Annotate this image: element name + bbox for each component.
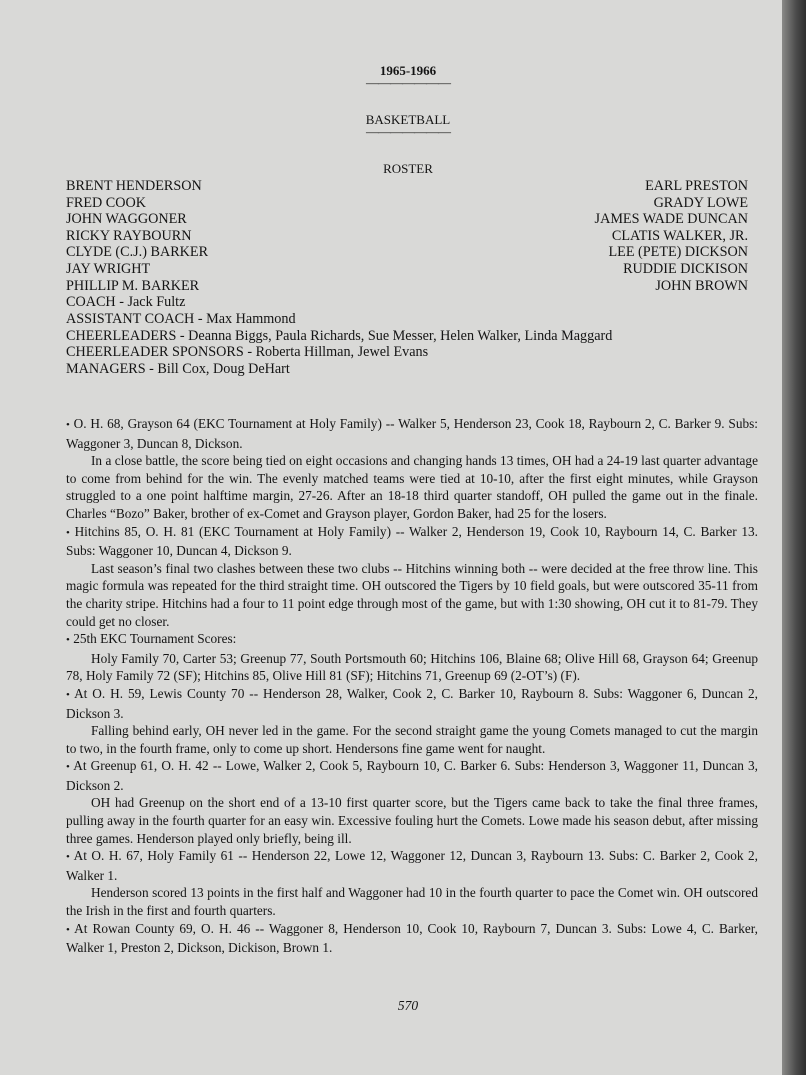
paragraph-text: Holy Family 70, Carter 53; Greenup 77, South Portsmouth 60; Hitchins 106, Blaine 68; Olive Hill 68, Grayson 64; Greenup 78, Holy Family 72 (SF); Hitchins 85, Olive Hill 81 (SF); Hitchins 71, Greenup 69 (2-OT’s) (F). (66, 650, 758, 684)
bullet-marker: • (66, 634, 70, 647)
roster-row (66, 228, 748, 245)
roster-row (66, 261, 748, 278)
paragraph-text: Last season’s final two clashes between these two clubs -- Hitchins winning both -- were decided at the free throw line. This magic formula was repeated for the third straight time. OH outscored the Tigers by 10 field goals, but were outscored 35-11 from the charity stripe. Hitchins had a four to 11 point edge through most of the game, but with 1:30 showing, OH cut it to 81-79. They could get no closer. (66, 560, 758, 629)
roster-row (66, 195, 748, 212)
staff-line: CHEERLEADERS - Deanna Biggs, Paula Richards, Sue Messer, Helen Walker, Linda Maggard (66, 327, 613, 344)
book-spine-shadow (782, 0, 806, 1075)
divider-line: ——————— (366, 75, 450, 90)
paragraph-text: At Greenup 61, O. H. 42 -- Lowe, Walker 2, Cook 5, Raybourn 10, C. Barker 6. Subs: Henderson 3, Waggoner 11, Duncan 3, Dickson 2. (66, 758, 758, 793)
player-name-right: EARL PRESTON (645, 178, 748, 194)
game-result (66, 415, 758, 452)
paragraph-text: Hitchins 85, O. H. 81 (EKC Tournament at Holy Family) -- Walker 2, Henderson 19, Cook 10, Raybourn 14, C. Barker 13. Subs: Waggoner 10, Duncan 4, Dickson 9. (66, 523, 758, 559)
season-heading (0, 63, 806, 90)
game-result (66, 757, 758, 794)
paragraph-text: Falling behind early, OH never led in the game. For the second straight game the young Comets managed to cut the margin to two, in the fourth frame, only to come up short. Hendersons fine game went for naught. (66, 723, 758, 756)
paragraph-text: OH had Greenup on the short end of a 13-10 first quarter score, but the Tigers came back to take the final three frames, pulling away in the fourth quarter for an easy win. Excessive fouling hurt the Comets. Lowe made his season debut, after missing three games. Henderson played only briefly, being ill. (66, 795, 758, 846)
bullet-marker: • (66, 923, 70, 936)
staff-line: ASSISTANT COACH - Max Hammond (66, 310, 296, 327)
paragraph-text: At Rowan County 69, O. H. 46 -- Waggoner 8, Henderson 10, Cook 10, Raybourn 7, Duncan 3. Subs: Lowe 4, C. Barker, Walker 1, Preston 2, Dickson, Dickison, Brown 1. (66, 920, 759, 956)
bullet-marker: • (66, 688, 70, 701)
bullet-marker: • (66, 761, 70, 774)
player-name-right: LEE (PETE) DICKSON (608, 244, 748, 261)
game-result (66, 847, 758, 884)
paragraph-text: Henderson scored 13 points in the first half and Waggoner had 10 in the fourth quarter to pace the Comet win. OH outscored the Irish in the first and fourth quarters. (66, 885, 758, 919)
roster-row (66, 178, 748, 195)
game-result (66, 685, 758, 722)
paragraph-text: At O. H. 67, Holy Family 61 -- Henderson 22, Lowe 12, Waggoner 12, Duncan 3, Raybourn 13. Subs: C. Barker 2, Cook 2, Walker 1. (66, 848, 758, 883)
sport-heading (0, 112, 806, 139)
paragraph-text: 25th EKC Tournament Scores: (73, 631, 237, 647)
player-name-left: JOHN WAGGONER (66, 211, 187, 228)
game-result (66, 630, 758, 650)
bullet-marker: • (66, 851, 70, 864)
player-name-left: JAY WRIGHT (66, 261, 151, 277)
game-reports (66, 415, 758, 957)
player-name-right: JAMES WADE DUNCAN (594, 211, 748, 228)
paragraph-text: At O. H. 59, Lewis County 70 -- Henderson 28, Walker, Cook 2, C. Barker 10, Raybourn 8. Subs: Waggoner 6, Duncan 2, Dickson 3. (66, 685, 758, 721)
roster-row (66, 211, 748, 228)
player-name-right: RUDDIE DICKISON (623, 261, 748, 277)
game-summary (66, 452, 758, 522)
paragraph-text: In a close battle, the score being tied on eight occasions and changing hands 13 times, OH had a 24-19 last quarter advantage to come from behind for the win. The evenly matched teams were tied at 10-10, after the first eight minutes, while Grayson struggled to a one point halftime margin, 27-26. After an 18-18 third quarter standoff, OH pulled the game out in the finale. Charles “Bozo” Baker, brother of ex-Comet and Grayson player, Gordon Baker, had 25 for the losers. (66, 453, 758, 521)
bullet-marker: • (66, 419, 70, 431)
game-summary (66, 722, 758, 757)
roster-row (66, 244, 748, 261)
divider-line: ——————— (366, 124, 450, 139)
player-name-right: CLATIS WALKER, JR. (611, 227, 748, 244)
game-summary (66, 650, 758, 685)
staff-line: CHEERLEADER SPONSORS - Roberta Hillman, Jewel Evans (66, 344, 429, 361)
staff-line: COACH - Jack Fultz (66, 294, 186, 310)
player-name-right: GRADY LOWE (653, 194, 748, 211)
staff-line: MANAGERS - Bill Cox, Doug DeHart (66, 361, 290, 378)
roster-heading: ROSTER (383, 161, 433, 176)
game-summary (66, 884, 758, 919)
game-result (66, 920, 758, 957)
player-name-left: PHILLIP M. BARKER (66, 277, 200, 294)
game-result (66, 523, 758, 560)
sport-title: BASKETBALL (365, 112, 451, 127)
player-name-left: BRENT HENDERSON (66, 178, 202, 194)
roster-row (66, 278, 748, 295)
player-name-left: CLYDE (C.J.) BARKER (66, 244, 209, 261)
game-summary (66, 560, 758, 630)
bullet-marker: • (66, 526, 70, 539)
season-year: 1965-1966 (379, 63, 437, 78)
player-name-left: RICKY RAYBOURN (66, 227, 192, 244)
page-number: 570 (397, 998, 419, 1013)
player-name-right: JOHN BROWN (655, 277, 748, 294)
paragraph-text: O. H. 68, Grayson 64 (EKC Tournament at Holy Family) -- Walker 5, Henderson 23, Cook 18, Raybourn 2, C. Barker 9. Subs: Waggoner 3, Duncan 8, Dickson. (66, 416, 758, 451)
game-summary (66, 794, 758, 847)
player-name-left: FRED COOK (66, 194, 147, 211)
